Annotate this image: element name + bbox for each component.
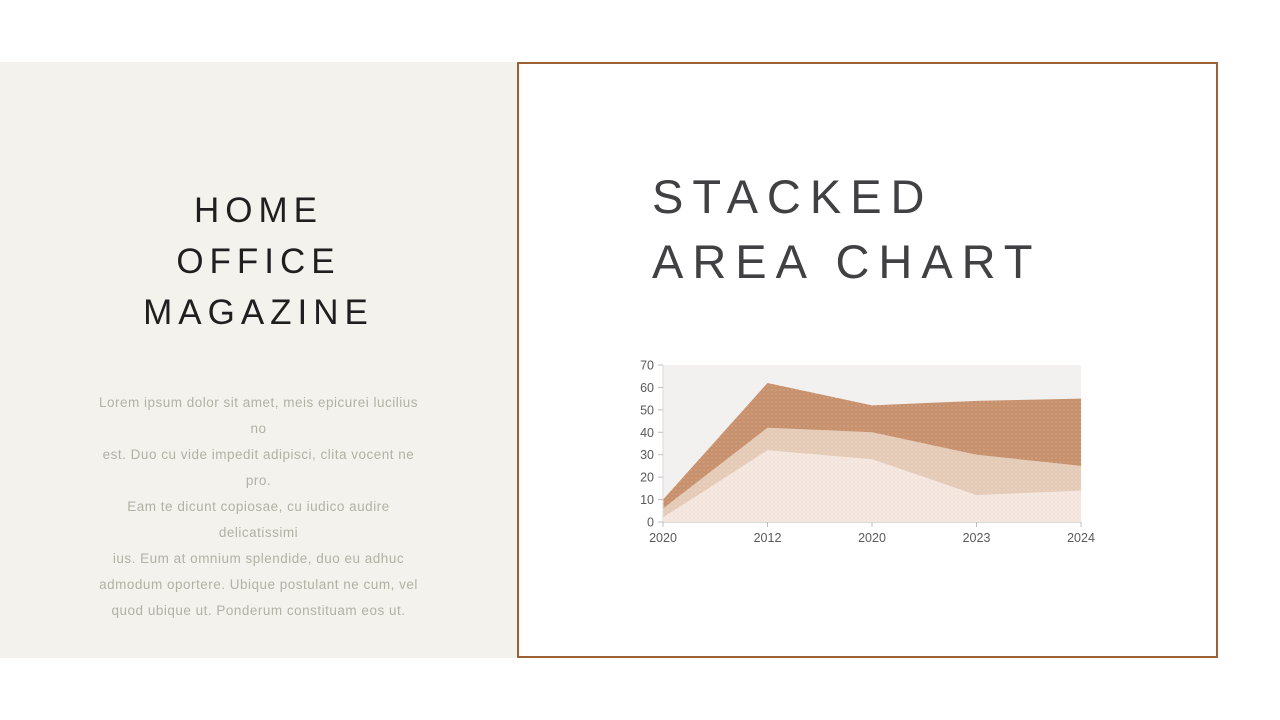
chart-panel <box>517 62 1218 658</box>
x-axis-label: 2024 <box>1067 531 1095 545</box>
y-axis-label: 70 <box>640 358 654 373</box>
body-text-line: est. Duo cu vide impedit adipisci, clita vocent ne pro. <box>102 447 415 488</box>
y-axis-label: 30 <box>640 448 654 463</box>
slide-title-line: OFFICE <box>176 242 341 281</box>
left-sidebar-panel <box>0 62 517 658</box>
slide-title-line: MAGAZINE <box>143 293 374 332</box>
y-axis-label: 50 <box>640 403 654 418</box>
chart-title-line: AREA CHART <box>652 235 1042 288</box>
body-text-line: quod ubique ut. Ponderum constituam eos ut. <box>111 603 406 618</box>
slide-title <box>0 185 517 338</box>
slide-title-line: HOME <box>194 191 323 230</box>
chart-area <box>627 357 1097 557</box>
y-axis-label: 0 <box>647 515 654 530</box>
body-text-line: admodum oportere. Ubique postulant ne cum, vel <box>99 577 418 592</box>
slide-body-paragraph <box>94 390 424 624</box>
y-axis-label: 20 <box>640 470 654 485</box>
body-text-line: ius. Eum at omnium splendide, duo eu adhuc <box>112 551 405 566</box>
x-axis-label: 2012 <box>753 531 782 545</box>
body-text-line: Lorem ipsum dolor sit amet, meis epicurei lucilius no <box>98 395 419 436</box>
y-axis-label: 40 <box>640 425 654 440</box>
x-axis-label: 2023 <box>962 531 991 545</box>
body-text-line: Eam te dicunt copiosae, cu iudico audire delicatissimi <box>127 499 390 540</box>
stacked-area-chart <box>627 357 1097 557</box>
x-axis-label: 2020 <box>858 531 886 545</box>
chart-title <box>652 164 1042 294</box>
y-axis-label: 60 <box>640 380 654 395</box>
texture-overlay <box>663 365 1081 522</box>
x-axis-label: 2020 <box>649 531 677 545</box>
y-axis-label: 10 <box>640 493 654 508</box>
chart-title-line: STACKED <box>652 170 934 223</box>
